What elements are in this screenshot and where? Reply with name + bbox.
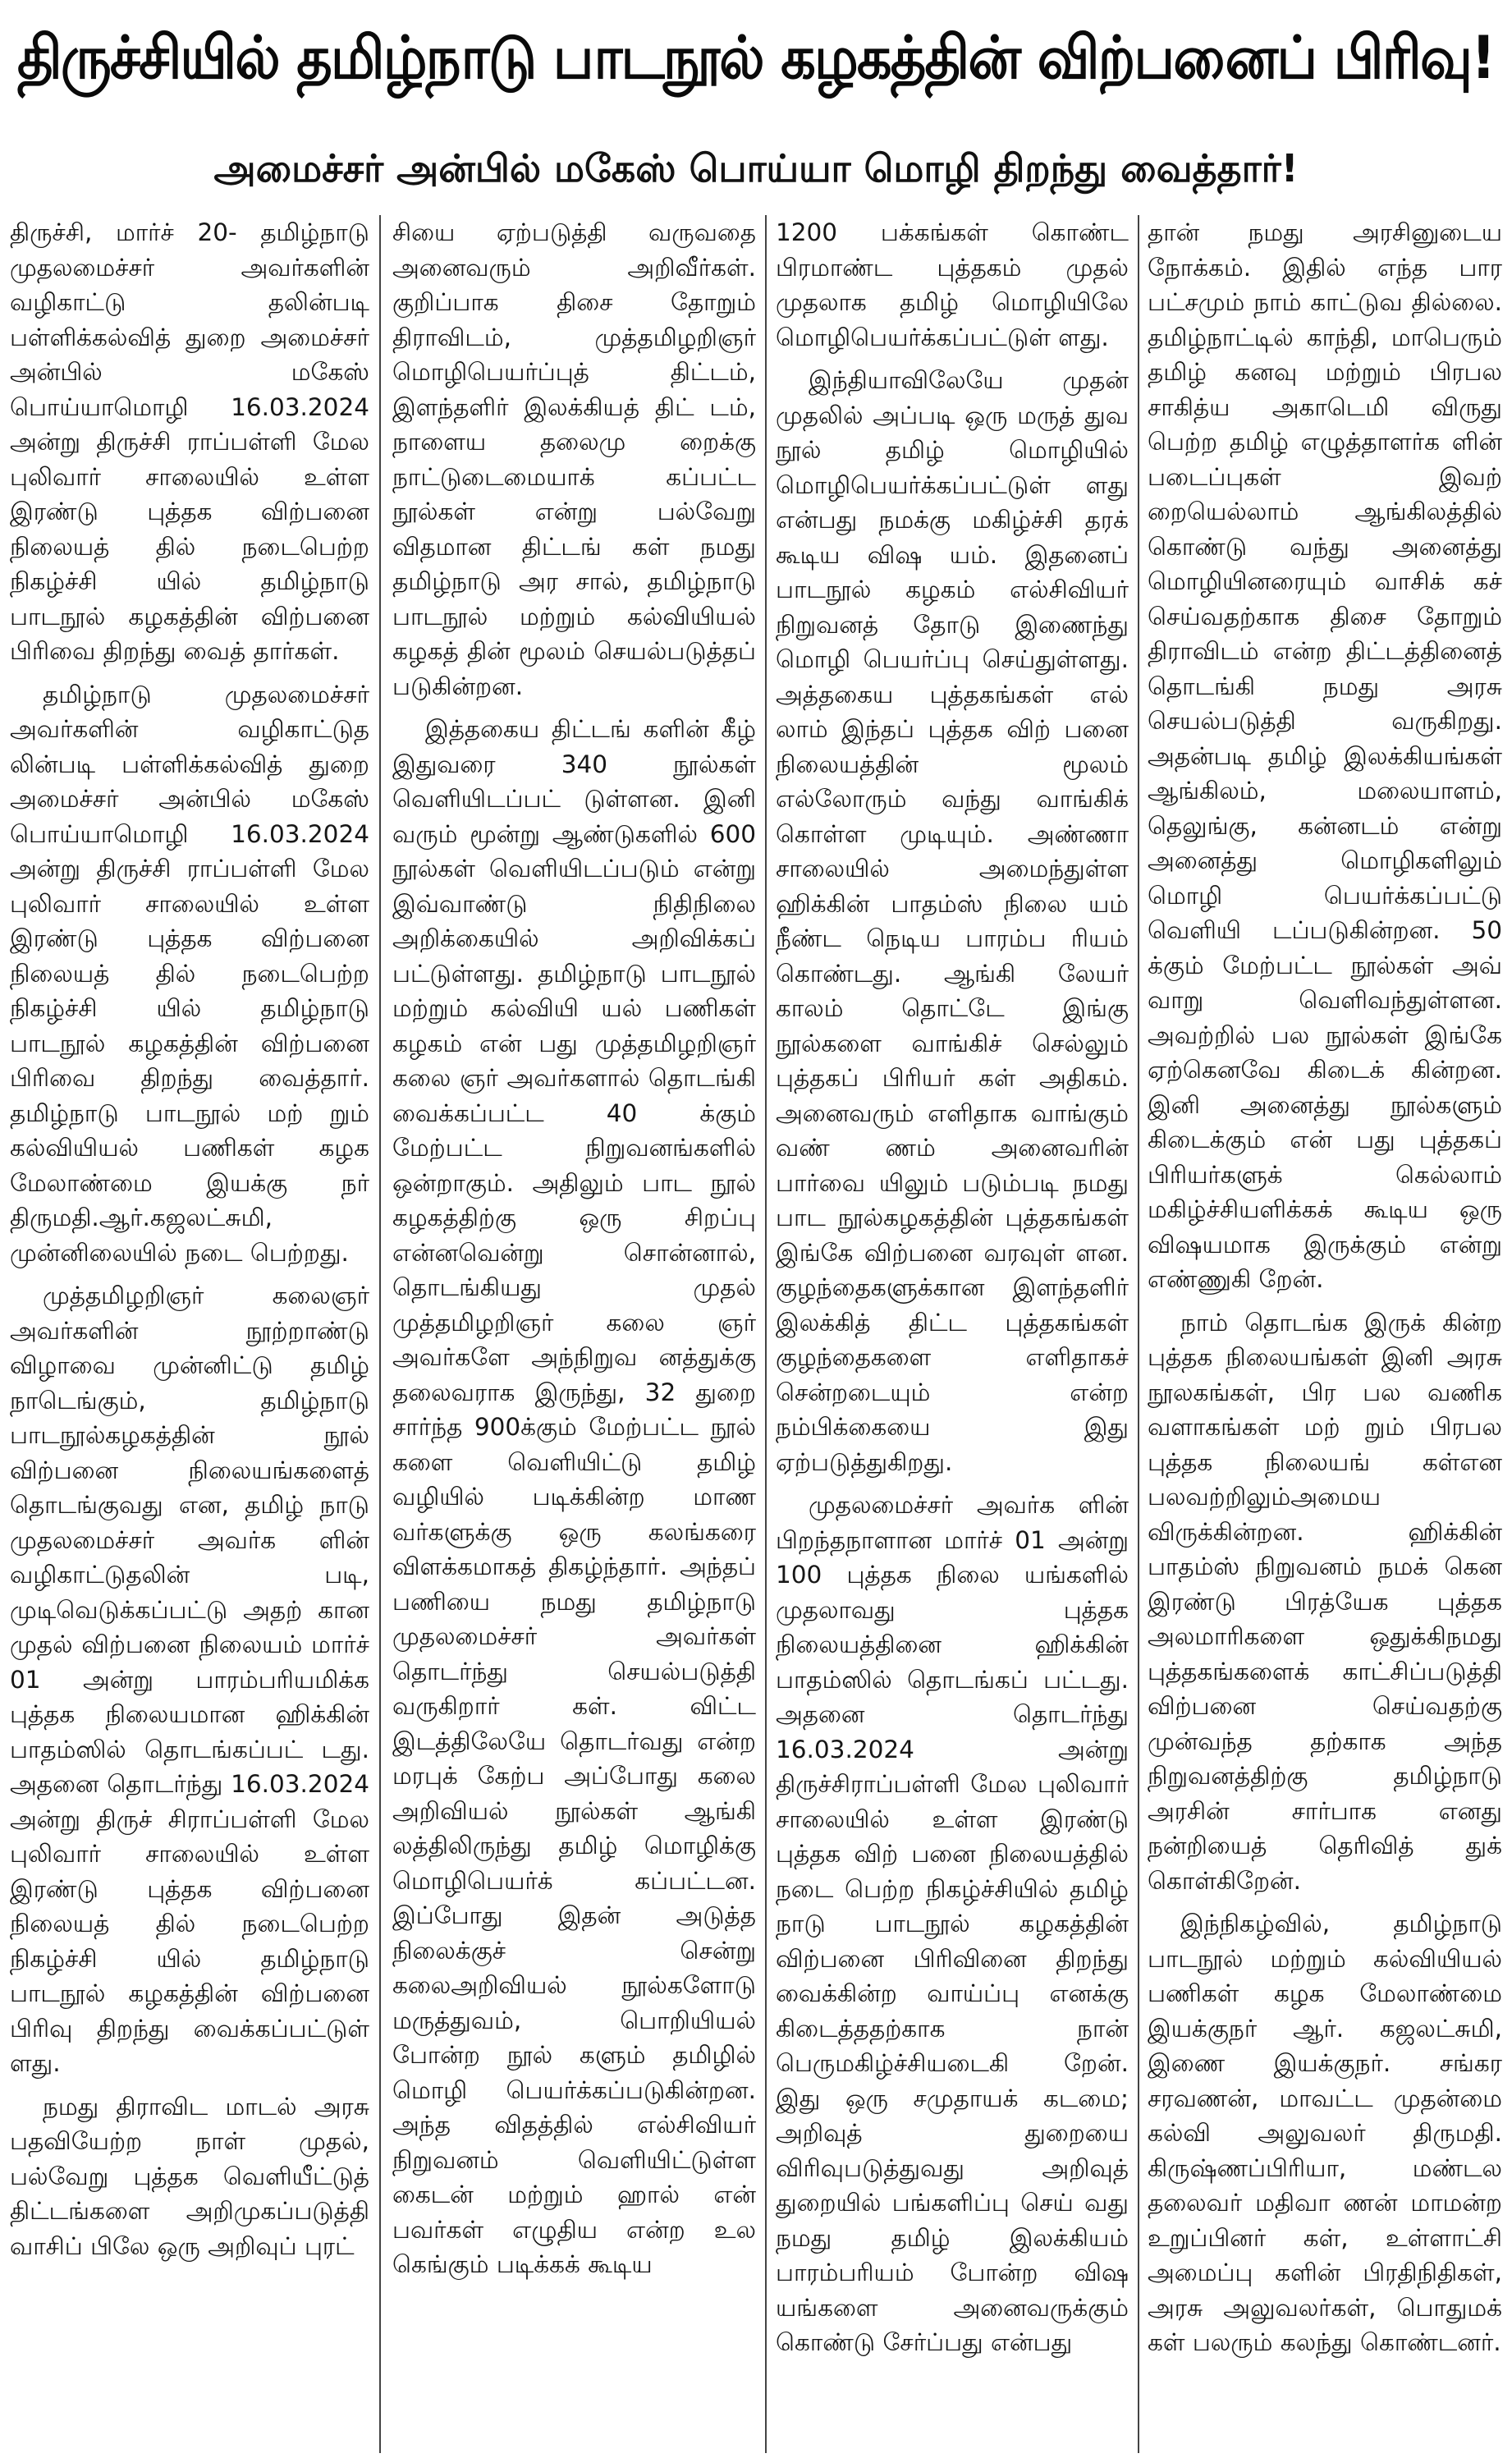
text-column-3 [776,215,1129,2458]
text-column-1 [10,215,369,2458]
article-headline: திருச்சியில் தமிழ்நாடு பாடநூல் கழகத்தின் விற்பனைப் பிரிவு! [17,23,1495,92]
paragraph: திருச்சி, மார்ச் 20- தமிழ்நாடு முதலமைச்சர் அவர்களின் வழிகாட்டு தலின்படி பள்ளிக்கல்வித் துறை அமைச்சர் அன்பில் மகேஸ் பொய்யாமொழி 16.03.2024 அன்று திருச்சி ராப்பள்ளி மேல புலிவார் சாலையில் உள்ள இரண்டு புத்தக விற்பனை நிலையத் தில் நடைபெற்ற நிகழ்ச்சி யில் தமிழ்நாடு பாடநூல் கழகத்தின் விற்பனை பிரிவை திறந்து வைத் தார்கள். [10,218,369,665]
paragraph: 1200 பக்கங்கள் கொண்ட பிரமாண்ட புத்தகம் முதல் முதலாக தமிழ் மொழியிலே மொழிபெயர்க்கப்பட்டுள் ளது. [776,218,1129,351]
paragraph: இத்தகைய திட்டங் களின் கீழ் இதுவரை 340 நூல்கள் வெளியிடப்பட் டுள்ளன. இனி வரும் மூன்று ஆண்டுகளில் 600 நூல்கள் வெளியிடப்படும் என்று இவ்வாண்டு நிதிநிலை அறிக்கையில் அறிவிக்கப் பட்டுள்ளது. தமிழ்நாடு பாடநூல் மற்றும் கல்வியி யல் பணிகள் கழகம் என் பது முத்தமிழறிஞர் கலை ஞர் அவர்களால் தொடங்கி வைக்கப்பட்ட 40 க்கும் மேற்பட்ட நிறுவனங்களில் ஒன்றாகும். அதிலும் பாட நூல் கழகத்திற்கு ஒரு சிறப்பு என்னவென்று சொன்னால், தொடங்கியது முதல் முத்தமிழறிஞர் கலை ஞர் அவர்களே அந்நிறுவ னத்துக்கு தலைவராக இருந்து, 32 துறை சார்ந்த 900க்கும் மேற்பட்ட நூல் களை வெளியிட்டு தமிழ் வழியில் படிக்கின்ற மாண வர்களுக்கு ஒரு கலங்கரை விளக்கமாகத் திகழ்ந்தார். அந்தப் பணியை நமது தமிழ்நாடு முதலமைச்சர் அவர்கள் தொடர்ந்து செயல்படுத்தி வருகிறார் கள். விட்ட இடத்திலேயே தொடர்வது என்ற மரபுக் கேற்ப அப்போது கலை அறிவியல் நூல்கள் ஆங்கி லத்திலிருந்து தமிழ் மொழிக்கு மொழிபெயர்க் கப்பட்டன. இப்போது இதன் அடுத்த நிலைக்குச் சென்று கலைஅறிவியல் நூல்களோடு மருத்துவம், பொறியியல் போன்ற நூல் களும் தமிழில் மொழி பெயர்க்கப்படுகின்றன. அந்த விதத்தில் எல்சிவியர் நிறுவனம் வெளியிட்டுள்ள கைடன் மற்றும் ஹால் என் பவர்கள் எழுதிய என்ற உல கெங்கும் படிக்கக் கூடிய [392,715,756,2278]
paragraph: சியை ஏற்படுத்தி வருவதை அனைவரும் அறிவீர்கள். குறிப்பாக திசை தோறும் திராவிடம், முத்தமிழறிஞர் மொழிபெயர்ப்புத் திட்டம், இளந்தளிர் இலக்கியத் திட் டம், நாளைய தலைமு றைக்கு நாட்டுடைமையாக் கப்பட்ட நூல்கள் என்று பல்வேறு விதமான திட்டங் கள் நமது தமிழ்நாடு அர சால், தமிழ்நாடு பாடநூல் மற்றும் கல்வியியல் கழகத் தின் மூலம் செயல்படுத்தப் படுகின்றன. [392,218,756,700]
paragraph: தமிழ்நாடு முதலமைச்சர் அவர்களின் வழிகாட்டுத லின்படி பள்ளிக்கல்வித் துறை அமைச்சர் அன்பில் மகேஸ் பொய்யாமொழி 16.03.2024 அன்று திருச்சி ராப்பள்ளி மேல புலிவார் சாலையில் உள்ள இரண்டு புத்தக விற்பனை நிலையத் தில் நடைபெற்ற நிகழ்ச்சி யில் தமிழ்நாடு பாடநூல் கழகத்தின் விற்பனை பிரிவை திறந்து வைத்தார். தமிழ்நாடு பாடநூல் மற் றும் கல்வியியல் பணிகள் கழக மேலாண்மை இயக்கு நர் திருமதி.ஆர்.கஜலட்சுமி, முன்னிலையில் நடை பெற்றது. [10,680,369,1267]
paragraph: இந்நிகழ்வில், தமிழ்நாடு பாடநூல் மற்றும் கல்வியியல் பணிகள் கழக மேலாண்மை இயக்குநர் ஆர். கஜலட்சுமி, இணை இயக்குநர். சங்கர சரவணன், மாவட்ட முதன்மை கல்வி அலுவலர் திருமதி. கிருஷ்ணப்பிரியா, மண்டல தலைவர் மதிவா ணன் மாமன்ற உறுப்பினர் கள், உள்ளாட்சி அமைப்பு களின் பிரதிநிதிகள், அரசு அலுவலர்கள், பொதுமக் கள் பலரும் கலந்து கொண்டனர். [1148,1910,1502,2356]
paragraph: முத்தமிழறிஞர் கலைஞர் அவர்களின் நூற்றாண்டு விழாவை முன்னிட்டு தமிழ் நாடெங்கும், தமிழ்நாடு பாடநூல்கழகத்தின் நூல் விற்பனை நிலையங்களைத் தொடங்குவது என, தமிழ் நாடு முதலமைச்சர் அவர்க ளின் வழிகாட்டுதலின் படி, முடிவெடுக்கப்பட்டு அதற் கான முதல் விற்பனை நிலையம் மார்ச் 01 அன்று பாரம்பரியமிக்க புத்தக நிலையமான ஹிக்கின் பாதம்ஸில் தொடங்கப்பட் டது. அதனை தொடர்ந்து 16.03.2024 அன்று திருச் சிராப்பள்ளி மேல புலிவார் சாலையில் உள்ள இரண்டு புத்தக விற்பனை நிலையத் தில் நடைபெற்ற நிகழ்ச்சி யில் தமிழ்நாடு பாடநூல் கழகத்தின் விற்பனை பிரிவு திறந்து வைக்கப்பட்டுள் ளது. [10,1282,369,2077]
text-column-4 [1148,215,1502,2458]
paragraph: நாம் தொடங்க இருக் கின்ற புத்தக நிலையங்கள் இனி அரசு நூலகங்கள், பிர பல வணிக வளாகங்கள் மற் றும் பிரபல புத்தக நிலையங் கள்என பலவற்றிலும்அமைய விருக்கின்றன. ஹிக்கின் பாதம்ஸ் நிறுவனம் நமக் கென இரண்டு பிரத்யேக புத்தக அலமாரிகளை ஒதுக்கிநமது புத்தகங்களைக் காட்சிப்படுத்தி விற்பனை செய்வதற்கு முன்வந்த தற்காக அந்த நிறுவனத்திற்கு தமிழ்நாடு அரசின் சார்பாக எனது நன்றியைத் தெரிவித் துக் கொள்கிறேன். [1148,1308,1502,1895]
article-body [0,215,1512,2458]
paragraph: தான் நமது அரசினுடைய நோக்கம். இதில் எந்த பார பட்சமும் நாம் காட்டுவ தில்லை. தமிழ்நாட்டில் காந்தி, மாபெரும் தமிழ் கனவு மற்றும் பிரபல சாகித்ய அகாடெமி விருது பெற்ற தமிழ் எழுத்தாளர்க ளின் படைப்புகள் இவற் றையெல்லாம் ஆங்கிலத்தில் கொண்டு வந்து அனைத்து மொழியினரையும் வாசிக் கச் செய்வதற்காக திசை தோறும் திராவிடம் என்ற திட்டத்தினைத் தொடங்கி நமது அரசு செயல்படுத்தி வருகிறது. அதன்படி தமிழ் இலக்கியங்கள் ஆங்கிலம், மலையாளம், தெலுங்கு, கன்னடம் என்று அனைத்து மொழிகளிலும் மொழி பெயர்க்கப்பட்டு வெளியி டப்படுகின்றன. 50 க்கும் மேற்பட்ட நூல்கள் அவ் வாறு வெளிவந்துள்ளன. அவற்றில் பல நூல்கள் இங்கே ஏற்கெனவே கிடைக் கின்றன. இனி அனைத்து நூல்களும் கிடைக்கும் என் பது புத்தகப் பிரியர்களுக் கெல்லாம் மகிழ்ச்சியளிக்கக் கூடிய ஒரு விஷயமாக இருக்கும் என்று எண்ணுகி றேன். [1148,218,1502,1293]
text-column-2 [392,215,756,2458]
paragraph: முதலமைச்சர் அவர்க ளின் பிறந்தநாளான மார்ச் 01 அன்று 100 புத்தக நிலை யங்களில் முதலாவது புத்தக நிலையத்தினை ஹிக்கின் பாதம்ஸில் தொடங்கப் பட்டது. அதனை தொடர்ந்து 16.03.2024 அன்று திருச்சிராப்பள்ளி மேல புலிவார் சாலையில் உள்ள இரண்டு புத்தக விற் பனை நிலையத்தில் நடை பெற்ற நிகழ்ச்சியில் தமிழ் நாடு பாடநூல் கழகத்தின் விற்பனை பிரிவினை திறந்து வைக்கின்ற வாய்ப்பு எனக்கு கிடைத்ததற்காக நான் பெருமகிழ்ச்சியடைகி றேன். இது ஒரு சமுதாயக் கடமை; அறிவுத் துறையை விரிவுபடுத்துவது அறிவுத் துறையில் பங்களிப்பு செய் வது நமது தமிழ் இலக்கியம் பாரம்பரியம் போன்ற விஷ யங்களை அனைவருக்கும் கொண்டு சேர்ப்பது என்பது [776,1491,1129,2356]
paragraph: இந்தியாவிலேயே முதன் முதலில் அப்படி ஒரு மருத் துவ நூல் தமிழ் மொழியில் மொழிபெயர்க்கப்பட்டுள் ளது என்பது நமக்கு மகிழ்ச்சி தரக் கூடிய விஷ யம். இதனைப் பாடநூல் கழகம் எல்சிவியர் நிறுவனத் தோடு இணைந்து மொழி பெயர்ப்பு செய்துள்ளது. அத்தகைய புத்தகங்கள் எல் லாம் இந்தப் புத்தக விற் பனை நிலையத்தின் மூலம் எல்லோரும் வந்து வாங்கிக் கொள்ள முடியும். அண்ணா சாலையில் அமைந்துள்ள ஹிக்கின் பாதம்ஸ் நிலை யம் நீண்ட நெடிய பாரம்ப ரியம் கொண்டது. ஆங்கி லேயர் காலம் தொட்டே இங்கு நூல்களை வாங்கிச் செல்லும் புத்தகப் பிரியர் கள் அதிகம். அனைவரும் எளிதாக வாங்கும் வண் ணம் அனைவரின் பார்வை யிலும் படும்படி நமது பாட நூல்கழகத்தின் புத்தகங்கள் இங்கே விற்பனை வரவுள் ளன. குழந்தைகளுக்கான இளந்தளிர் இலக்கித் திட்ட புத்தகங்கள் குழந்தைகளை எளிதாகச் சென்றடையும் என்ற நம்பிக்கையை இது ஏற்படுத்துகிறது. [776,366,1129,1476]
paragraph: நமது திராவிட மாடல் அரசு பதவியேற்ற நாள் முதல், பல்வேறு புத்தக வெளியீட்டுத் திட்டங்களை அறிமுகப்படுத்தி வாசிப் பிலே ஒரு அறிவுப் புரட் [10,2092,369,2260]
article-subheadline: அமைச்சர் அன்பில் மகேஸ் பொய்யா மொழி திறந்து வைத்தார்! [213,145,1299,190]
